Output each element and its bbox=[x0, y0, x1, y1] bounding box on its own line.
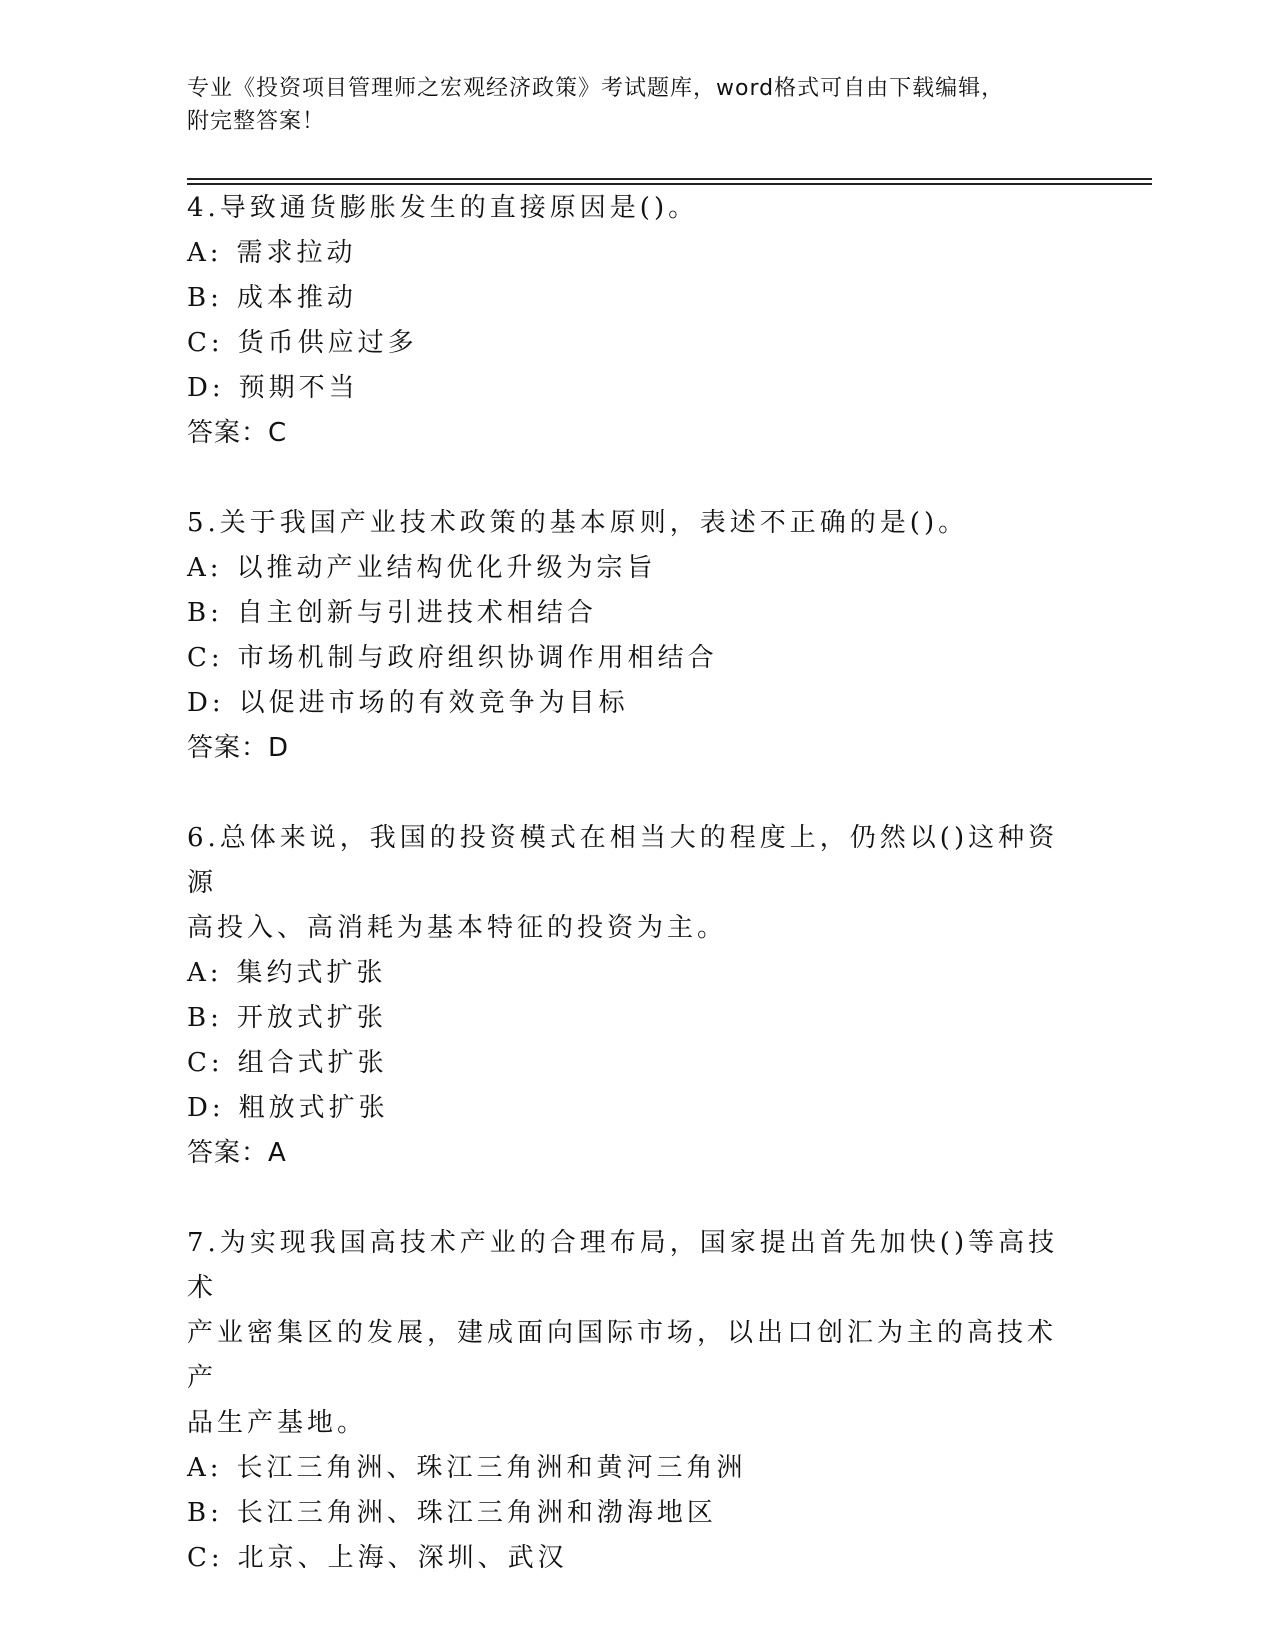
option-text: 开放式扩张 bbox=[236, 1003, 387, 1033]
question-stem: 4.导致通货膨胀发生的直接原因是()。 bbox=[187, 193, 699, 223]
option-letter: D: bbox=[187, 688, 225, 718]
question-stem: 6.总体来说，我国的投资模式在相当大的程度上，仍然以()这种资源 高投入、高消耗为基本特征的投资为主。 bbox=[187, 823, 1059, 943]
option-c bbox=[187, 1041, 1067, 1086]
option-letter: D: bbox=[187, 373, 225, 403]
option-d bbox=[187, 681, 1067, 726]
option-text: 组合式扩张 bbox=[237, 1048, 388, 1078]
question-stem: 7.为实现我国高技术产业的合理布局，国家提出首先加快()等高技术 产业密集区的发展，建成面向国际市场，以出口创汇为主的高技术产 品生产基地。 bbox=[187, 1228, 1059, 1438]
option-d bbox=[187, 1086, 1067, 1131]
option-letter: B: bbox=[187, 1003, 223, 1033]
option-c bbox=[187, 1536, 1067, 1581]
option-text: 成本推动 bbox=[236, 283, 357, 313]
option-a bbox=[187, 231, 1067, 276]
option-b bbox=[187, 276, 1067, 321]
option-text: 粗放式扩张 bbox=[238, 1093, 389, 1123]
option-c bbox=[187, 321, 1067, 366]
answer-line: 答案：D bbox=[187, 733, 290, 763]
option-text: 市场机制与政府组织协调作用相结合 bbox=[237, 643, 718, 673]
answer-line: 答案：A bbox=[187, 1138, 287, 1168]
option-text: 集约式扩张 bbox=[236, 958, 387, 988]
option-b bbox=[187, 1491, 1067, 1536]
option-text: 以促进市场的有效竞争为目标 bbox=[238, 688, 629, 718]
option-letter: B: bbox=[187, 598, 223, 628]
option-text: 预期不当 bbox=[238, 373, 359, 403]
option-b bbox=[187, 996, 1067, 1041]
header-divider-bottom bbox=[187, 183, 1152, 185]
option-c bbox=[187, 636, 1067, 681]
option-letter: A: bbox=[187, 958, 223, 988]
option-letter: C: bbox=[187, 643, 224, 673]
question-stem: 5.关于我国产业技术政策的基本原则，表述不正确的是()。 bbox=[187, 508, 969, 538]
option-text: 需求拉动 bbox=[236, 238, 357, 268]
option-text: 以推动产业结构优化升级为宗旨 bbox=[236, 553, 657, 583]
question-5 bbox=[187, 501, 1067, 771]
option-letter: A: bbox=[187, 553, 223, 583]
option-text: 长江三角洲、珠江三角洲和渤海地区 bbox=[236, 1498, 717, 1528]
option-b bbox=[187, 591, 1067, 636]
option-a bbox=[187, 951, 1067, 996]
option-a bbox=[187, 546, 1067, 591]
option-letter: A: bbox=[187, 238, 223, 268]
document-header: 专业《投资项目管理师之宏观经济政策》考试题库，word格式可自由下载编辑， 附完整答案！ bbox=[187, 76, 1005, 134]
answer-line: 答案：C bbox=[187, 418, 288, 448]
option-letter: D: bbox=[187, 1093, 225, 1123]
option-text: 长江三角洲、珠江三角洲和黄河三角洲 bbox=[236, 1453, 747, 1483]
option-d bbox=[187, 366, 1067, 411]
option-letter: C: bbox=[187, 1048, 224, 1078]
option-letter: B: bbox=[187, 283, 223, 313]
option-text: 货币供应过多 bbox=[237, 328, 418, 358]
question-6 bbox=[187, 816, 1067, 1176]
question-7 bbox=[187, 1221, 1067, 1581]
option-text: 北京、上海、深圳、武汉 bbox=[237, 1543, 568, 1573]
header-divider-top bbox=[187, 178, 1152, 180]
option-letter: C: bbox=[187, 328, 224, 358]
option-letter: C: bbox=[187, 1543, 224, 1573]
option-text: 自主创新与引进技术相结合 bbox=[236, 598, 597, 628]
option-letter: A: bbox=[187, 1453, 223, 1483]
question-4 bbox=[187, 186, 1067, 456]
option-a bbox=[187, 1446, 1067, 1491]
option-letter: B: bbox=[187, 1498, 223, 1528]
question-list bbox=[187, 186, 1067, 1581]
